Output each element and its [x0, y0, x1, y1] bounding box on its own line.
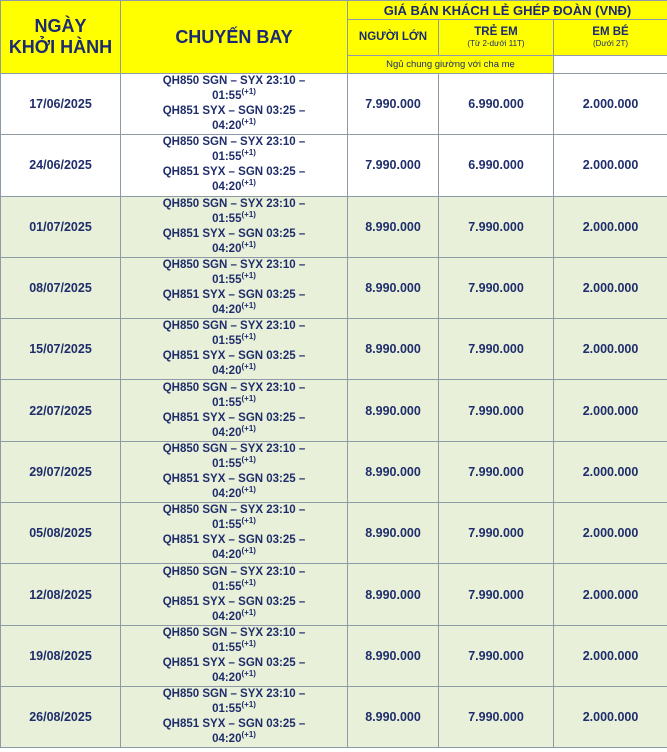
- outbound-flight: QH850 SGN – SYX 23:10 – $01:55^{(+1)}$: [162, 75, 306, 103]
- child-price: 7.990.000: [439, 257, 554, 318]
- header-flight: CHUYẾN BAY: [121, 1, 348, 74]
- infant-price: 2.000.000: [554, 686, 667, 747]
- adult-price: 8.990.000: [348, 503, 439, 564]
- flight-schedule: [121, 135, 348, 196]
- flight-schedule: [121, 74, 348, 135]
- header-note: Ngủ chung giường với cha mẹ: [348, 56, 554, 74]
- child-price: 7.990.000: [439, 441, 554, 502]
- table-row: [1, 686, 667, 747]
- adult-price: 8.990.000: [348, 380, 439, 441]
- table-row: [1, 503, 667, 564]
- header-child-sub: (Từ 2-dưới 11T): [467, 39, 525, 48]
- infant-price: 2.000.000: [554, 625, 667, 686]
- infant-price: 2.000.000: [554, 380, 667, 441]
- child-price: 7.990.000: [439, 319, 554, 380]
- infant-price: 2.000.000: [554, 196, 667, 257]
- adult-price: 8.990.000: [348, 319, 439, 380]
- outbound-flight: QH850 SGN – SYX 23:10 – $01:55^{(+1)}$: [162, 688, 306, 716]
- outbound-flight: QH850 SGN – SYX 23:10 – $01:55^{(+1)}$: [162, 259, 306, 287]
- return-flight: QH851 SYX – SGN 03:25 – $04:20^{(+1)}$: [162, 289, 306, 317]
- return-flight: QH851 SYX – SGN 03:25 – $04:20^{(+1)}$: [162, 656, 306, 684]
- table-row: [1, 257, 667, 318]
- table-row: [1, 74, 667, 135]
- table-row: [1, 196, 667, 257]
- return-flight: QH851 SYX – SGN 03:25 – $04:20^{(+1)}$: [162, 350, 306, 378]
- return-flight: QH851 SYX – SGN 03:25 – $04:20^{(+1)}$: [162, 166, 306, 194]
- adult-price: 8.990.000: [348, 257, 439, 318]
- departure-date: 17/06/2025: [1, 74, 121, 135]
- infant-price: 2.000.000: [554, 257, 667, 318]
- flight-schedule: [121, 625, 348, 686]
- return-flight: QH851 SYX – SGN 03:25 – $04:20^{(+1)}$: [162, 595, 306, 623]
- infant-price: 2.000.000: [554, 319, 667, 380]
- adult-price: 8.990.000: [348, 625, 439, 686]
- child-price: 7.990.000: [439, 686, 554, 747]
- table-row: [1, 319, 667, 380]
- departure-date: 22/07/2025: [1, 380, 121, 441]
- child-price: 7.990.000: [439, 196, 554, 257]
- return-flight: QH851 SYX – SGN 03:25 – $04:20^{(+1)}$: [162, 105, 306, 133]
- return-flight: QH851 SYX – SGN 03:25 – $04:20^{(+1)}$: [162, 411, 306, 439]
- adult-price: 7.990.000: [348, 135, 439, 196]
- adult-price: 7.990.000: [348, 74, 439, 135]
- header-child: TRẺ EM (Từ 2-dưới 11T): [439, 20, 554, 56]
- child-price: 7.990.000: [439, 380, 554, 441]
- flight-schedule: [121, 257, 348, 318]
- header-infant: EM BÉ (Dưới 2T): [554, 20, 667, 56]
- table-body: [1, 74, 667, 748]
- header-infant-sub: (Dưới 2T): [592, 39, 629, 48]
- header-departure-date: NGÀY KHỞI HÀNH: [1, 1, 121, 74]
- header-price-group: GIÁ BÁN KHÁCH LẺ GHÉP ĐOÀN (VNĐ): [348, 1, 667, 20]
- departure-date: 29/07/2025: [1, 441, 121, 502]
- flight-schedule: [121, 441, 348, 502]
- table-row: [1, 135, 667, 196]
- return-flight: QH851 SYX – SGN 03:25 – $04:20^{(+1)}$: [162, 227, 306, 255]
- return-flight: QH851 SYX – SGN 03:25 – $04:20^{(+1)}$: [162, 718, 306, 746]
- flight-schedule: [121, 380, 348, 441]
- departure-date: 01/07/2025: [1, 196, 121, 257]
- outbound-flight: QH850 SGN – SYX 23:10 – $01:55^{(+1)}$: [162, 381, 306, 409]
- return-flight: QH851 SYX – SGN 03:25 – $04:20^{(+1)}$: [162, 534, 306, 562]
- flight-schedule: [121, 196, 348, 257]
- table-row: [1, 625, 667, 686]
- infant-price: 2.000.000: [554, 74, 667, 135]
- table-row: [1, 564, 667, 625]
- outbound-flight: QH850 SGN – SYX 23:10 – $01:55^{(+1)}$: [162, 504, 306, 532]
- child-price: 6.990.000: [439, 135, 554, 196]
- departure-date: 05/08/2025: [1, 503, 121, 564]
- adult-price: 8.990.000: [348, 686, 439, 747]
- outbound-flight: QH850 SGN – SYX 23:10 – $01:55^{(+1)}$: [162, 320, 306, 348]
- outbound-flight: QH850 SGN – SYX 23:10 – $01:55^{(+1)}$: [162, 136, 306, 164]
- child-price: 7.990.000: [439, 503, 554, 564]
- table-row: [1, 441, 667, 502]
- flight-schedule: [121, 319, 348, 380]
- return-flight: QH851 SYX – SGN 03:25 – $04:20^{(+1)}$: [162, 472, 306, 500]
- flight-schedule: [121, 686, 348, 747]
- header-adult: NGƯỜI LỚN: [348, 20, 439, 56]
- child-price: 6.990.000: [439, 74, 554, 135]
- child-price: 7.990.000: [439, 625, 554, 686]
- departure-date: 24/06/2025: [1, 135, 121, 196]
- outbound-flight: QH850 SGN – SYX 23:10 – $01:55^{(+1)}$: [162, 442, 306, 470]
- adult-price: 8.990.000: [348, 196, 439, 257]
- infant-price: 2.000.000: [554, 441, 667, 502]
- outbound-flight: QH850 SGN – SYX 23:10 – $01:55^{(+1)}$: [162, 626, 306, 654]
- departure-date: 12/08/2025: [1, 564, 121, 625]
- infant-price: 2.000.000: [554, 135, 667, 196]
- adult-price: 8.990.000: [348, 441, 439, 502]
- departure-date: 19/08/2025: [1, 625, 121, 686]
- departure-date: 08/07/2025: [1, 257, 121, 318]
- outbound-flight: QH850 SGN – SYX 23:10 – $01:55^{(+1)}$: [162, 565, 306, 593]
- flight-schedule: [121, 564, 348, 625]
- child-price: 7.990.000: [439, 564, 554, 625]
- infant-price: 2.000.000: [554, 564, 667, 625]
- infant-price: 2.000.000: [554, 503, 667, 564]
- flight-schedule: [121, 503, 348, 564]
- outbound-flight: QH850 SGN – SYX 23:10 – $01:55^{(+1)}$: [162, 197, 306, 225]
- departure-date: 26/08/2025: [1, 686, 121, 747]
- table-row: [1, 380, 667, 441]
- adult-price: 8.990.000: [348, 564, 439, 625]
- departure-date: 15/07/2025: [1, 319, 121, 380]
